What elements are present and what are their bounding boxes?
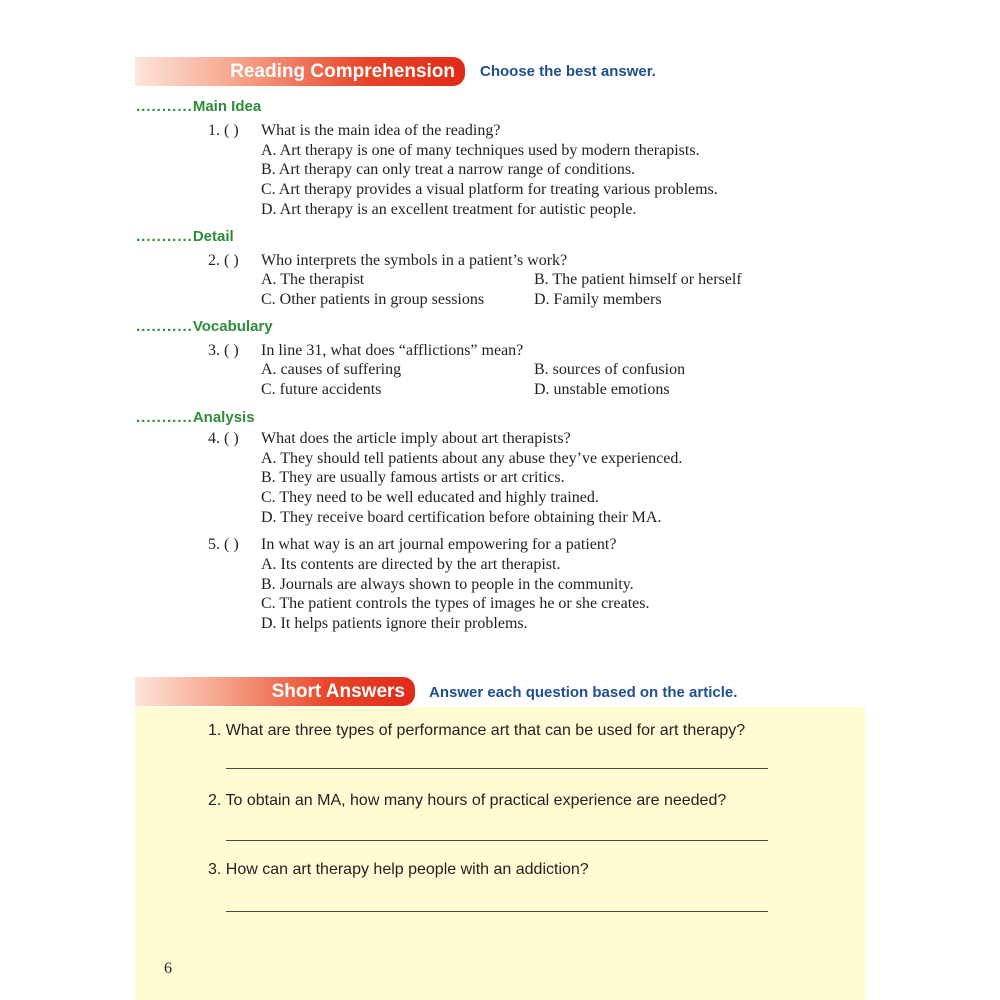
option-a[interactable]: A. Art therapy is one of many techniques used by modern therapists.	[261, 142, 700, 159]
answer-line-1[interactable]	[226, 768, 768, 769]
dot-leader: ...........	[136, 318, 193, 335]
section-label-text: Detail	[192, 228, 234, 245]
question-number: 3. ( )	[208, 342, 239, 359]
section-label-vocabulary	[136, 318, 273, 335]
dot-leader: ...........	[136, 228, 193, 245]
option-a[interactable]: A. Its contents are directed by the art therapist.	[261, 556, 561, 573]
option-c[interactable]: C. The patient controls the types of images he or she creates.	[261, 595, 650, 612]
option-d[interactable]: D. Art therapy is an excellent treatment for autistic people.	[261, 201, 637, 218]
section-label-text: Main Idea	[192, 98, 262, 115]
section-label-text: Vocabulary	[192, 318, 273, 335]
question-text: In line 31, what does “afflictions” mean?	[261, 342, 524, 359]
short-answer-question-3: 3. How can art therapy help people with an addiction?	[208, 861, 589, 878]
short-answer-question-1: 1. What are three types of performance art that can be used for art therapy?	[208, 722, 746, 739]
option-a[interactable]: A. The therapist	[261, 271, 365, 288]
option-d[interactable]: D. Family members	[534, 291, 662, 308]
question-number: 5. ( )	[208, 536, 239, 553]
short-answers-instruction: Answer each question based on the article.	[429, 684, 738, 701]
option-a[interactable]: A. causes of suffering	[261, 361, 402, 378]
section-label-main-idea	[136, 98, 261, 115]
option-b[interactable]: B. Art therapy can only treat a narrow range of conditions.	[261, 161, 636, 178]
short-answer-question-2: 2. To obtain an MA, how many hours of practical experience are needed?	[208, 792, 727, 809]
option-b[interactable]: B. Journals are always shown to people in the community.	[261, 576, 634, 593]
answer-line-3[interactable]	[226, 911, 768, 912]
option-d[interactable]: D. They receive board certification before obtaining their MA.	[261, 509, 662, 526]
reading-instruction: Choose the best answer.	[480, 63, 656, 80]
option-d[interactable]: D. It helps patients ignore their problems.	[261, 615, 528, 632]
option-b[interactable]: B. sources of confusion	[534, 361, 686, 378]
option-c[interactable]: C. Other patients in group sessions	[261, 291, 485, 308]
reading-comprehension-banner: Reading Comprehension	[135, 57, 465, 86]
section-label-detail	[136, 228, 234, 245]
question-number: 2. ( )	[208, 252, 239, 269]
question-text: In what way is an art journal empowering for a patient?	[261, 536, 617, 553]
option-d[interactable]: D. unstable emotions	[534, 381, 670, 398]
short-answers-panel	[135, 707, 865, 1000]
option-c[interactable]: C. future accidents	[261, 381, 382, 398]
dot-leader: ...........	[136, 98, 193, 115]
option-a[interactable]: A. They should tell patients about any abuse they’ve experienced.	[261, 450, 683, 467]
section-label-analysis	[136, 409, 255, 426]
option-b[interactable]: B. The patient himself or herself	[534, 271, 742, 288]
section-label-text: Analysis	[192, 409, 255, 426]
option-c[interactable]: C. They need to be well educated and highly trained.	[261, 489, 599, 506]
dot-leader: ...........	[136, 409, 193, 426]
question-number: 4. ( )	[208, 430, 239, 447]
question-text: Who interprets the symbols in a patient’s work?	[261, 252, 568, 269]
question-number: 1. ( )	[208, 122, 239, 139]
short-answers-banner: Short Answers	[135, 677, 415, 706]
option-c[interactable]: C. Art therapy provides a visual platform for treating various problems.	[261, 181, 718, 198]
question-text: What does the article imply about art therapists?	[261, 430, 571, 447]
question-text: What is the main idea of the reading?	[261, 122, 501, 139]
option-b[interactable]: B. They are usually famous artists or art critics.	[261, 469, 565, 486]
answer-line-2[interactable]	[226, 840, 768, 841]
page-number: 6	[164, 960, 172, 977]
